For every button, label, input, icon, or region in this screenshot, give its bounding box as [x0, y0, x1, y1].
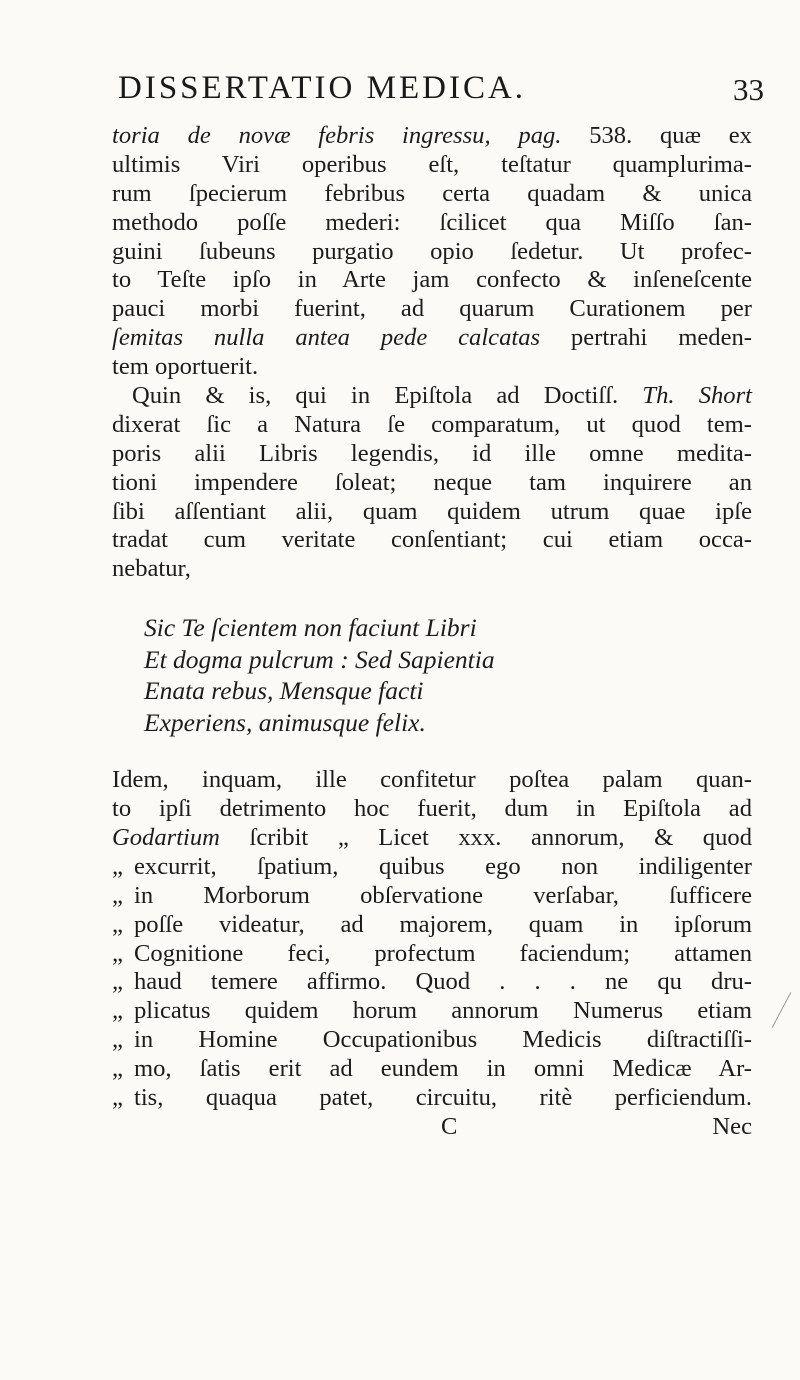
text-line: pauci morbi fuerint, ad quarum Curationem per: [112, 295, 752, 323]
catchword: Nec: [712, 1112, 752, 1140]
verse-line: Enata rebus, Mensque facti: [144, 676, 424, 706]
quote-mark: „: [112, 968, 123, 996]
text-line: to ipſi detrimento hoc fuerit, dum in Epiſtola ad: [112, 795, 752, 823]
quote-line: [112, 852, 752, 882]
quote-mark: „: [112, 881, 123, 909]
text-run: ſcribit „ Licet xxx. annorum, & quod: [219, 824, 752, 852]
text-line: guini ſubeuns purgatio opio ſedetur. Ut profec-: [112, 237, 752, 265]
quote-line: [112, 968, 752, 997]
text-line: [112, 324, 752, 353]
quote-line: [112, 1026, 752, 1055]
verse-gap: [112, 738, 752, 766]
text-run: haud temere affirmo. Quod . . . ne qu dru-: [134, 968, 752, 996]
text-run: in Morborum obſervatione verſabar, ſufficere: [134, 881, 752, 909]
running-title: DISSERTATIO MEDICA.: [118, 70, 527, 106]
text-run: tis, quaqua patet, circuitu, ritè perficiendum.: [134, 1084, 752, 1112]
paragraph-3: [112, 766, 752, 1113]
text-line: poris alii Libris legendis, id ille omne medita-: [112, 439, 752, 467]
quote-line: [112, 910, 752, 940]
quoted-passage: [112, 853, 752, 1113]
quote-line: [112, 1084, 752, 1113]
text-line: dixerat ſic a Natura ſe comparatum, ut quod tem-: [112, 410, 752, 438]
text-line: tem oportuerit.: [112, 353, 259, 381]
text-line: rum ſpecierum febribus certa quadam & unica: [112, 179, 752, 207]
signature-mark: C: [441, 1112, 458, 1140]
italic-phrase: ſemitas nulla antea pede calcatas: [112, 324, 541, 352]
text-run: Quin & is, qui in Epiſtola ad Doctiſſ.: [132, 382, 643, 410]
quote-line: [112, 1055, 752, 1084]
verse-line: Et dogma pulcrum : Sed Sapientia: [144, 644, 495, 674]
italic-phrase: Godartium: [112, 824, 220, 852]
text-run: pertrahi meden-: [540, 324, 752, 352]
quote-mark: „: [112, 939, 123, 967]
text-line: ultimis Viri operibus eſt, teſtatur quamplurima-: [112, 150, 752, 178]
quote-mark: „: [112, 997, 123, 1025]
page-footer: [112, 1113, 752, 1142]
margin-pencil-mark: [772, 992, 792, 1028]
text-run: poſſe videatur, ad majorem, quam in ipſorum: [134, 910, 752, 938]
text-line: [112, 382, 752, 411]
text-line: to Teſte ipſo in Arte jam confecto & inſeneſcente: [112, 266, 752, 294]
quote-mark: „: [112, 1026, 123, 1054]
quote-mark: „: [112, 852, 123, 880]
text-line: ſibi aſſentiant alii, quam quidem utrum quae ipſe: [112, 497, 752, 525]
quote-line: [112, 997, 752, 1026]
text-line: [112, 824, 752, 853]
paragraph-1: [112, 122, 752, 382]
verse-quotation: [112, 612, 752, 738]
text-line: tioni impendere ſoleat; neque tam inquirere an: [112, 468, 752, 496]
paragraph-2: [112, 382, 752, 584]
verse-gap: [112, 584, 752, 612]
quote-mark: „: [112, 1084, 123, 1112]
text-line: methodo poſſe mederi: ſcilicet qua Miſſo ſan-: [112, 208, 752, 236]
text-run: 538. quæ ex: [561, 122, 752, 149]
verse-line: Experiens, animusque felix.: [144, 707, 426, 737]
italic-phrase: Th. Short: [642, 382, 752, 410]
page-number: 33: [733, 72, 764, 107]
text-line: nebatur,: [112, 555, 191, 583]
text-run: plicatus quidem horum annorum Numerus etiam: [134, 997, 752, 1025]
text-line: [112, 122, 752, 151]
text-run: excurrit, ſpatium, quibus ego non indiligenter: [134, 852, 752, 880]
quote-line: [112, 939, 752, 969]
quote-mark: „: [112, 910, 123, 938]
verse-line: Sic Te ſcientem non faciunt Libri: [144, 613, 477, 643]
text-run: mo, ſatis erit ad eundem in omni Medicæ Ar-: [134, 1055, 752, 1083]
quote-mark: „: [112, 1055, 123, 1083]
text-run: Cognitione feci, profectum faciendum; attamen: [134, 939, 752, 967]
quote-line: [112, 881, 752, 911]
page-header: [0, 70, 800, 110]
text-line: tradat cum veritate conſentiant; cui etiam occa-: [112, 526, 752, 554]
text-line: Idem, inquam, ille confitetur poſtea palam quan-: [112, 766, 752, 794]
text-run: in Homine Occupationibus Medicis diſtractiſſi-: [134, 1026, 752, 1054]
italic-phrase: toria de novæ febris ingressu, pag.: [112, 122, 562, 149]
body-text: [112, 122, 752, 1142]
